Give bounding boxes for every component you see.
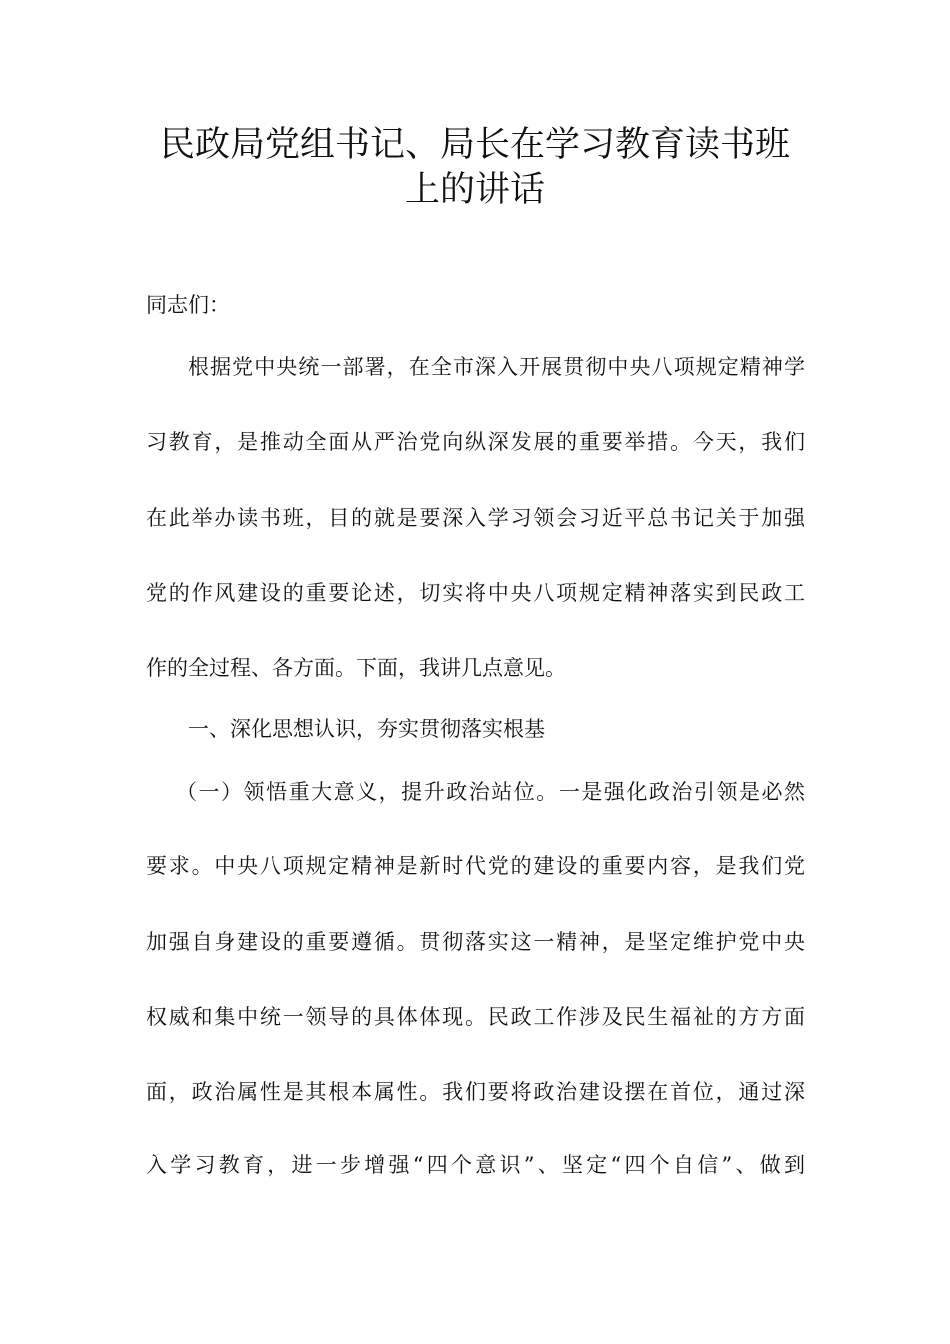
paragraph-line: 党的作风建设的重要论述，切实将中央八项规定精神落实到民政工 — [146, 581, 805, 605]
paragraph-line: 在此举办读书班，目的就是要深入学习领会习近平总书记关于加强 — [146, 506, 805, 530]
paragraph-line: （一）领悟重大意义，提升政治站位。一是强化政治引领是必然 — [176, 780, 805, 804]
salutation: 同志们： — [146, 293, 230, 317]
paragraph-line: 根据党中央统一部署，在全市深入开展贯彻中央八项规定精神学 — [188, 355, 805, 379]
paragraph-line: 加强自身建设的重要遵循。贯彻落实这一精神，是坚定维护党中央 — [146, 930, 805, 954]
paragraph-line: 权威和集中统一领导的具体体现。民政工作涉及民生福祉的方方面 — [146, 1005, 805, 1029]
paragraph-line: 要求。中央八项规定精神是新时代党的建设的重要内容，是我们党 — [146, 854, 805, 878]
paragraph-line: 入学习教育，进一步增强“四个意识”、坚定“四个自信”、做到 — [146, 1153, 805, 1177]
section-heading: 一、深化思想认识，夯实贯彻落实根基 — [188, 717, 545, 741]
paragraph-line: 面，政治属性是其根本属性。我们要将政治建设摆在首位，通过深 — [146, 1080, 805, 1104]
paragraph-line: 习教育，是推动全面从严治党向纵深发展的重要举措。今天，我们 — [146, 430, 805, 454]
paragraph-line: 作的全过程、各方面。下面，我讲几点意见。 — [146, 656, 566, 680]
document-title-line-2: 上的讲话 — [404, 170, 545, 210]
document-title-line-1: 民政局党组书记、局长在学习教育读书班 — [159, 125, 790, 165]
